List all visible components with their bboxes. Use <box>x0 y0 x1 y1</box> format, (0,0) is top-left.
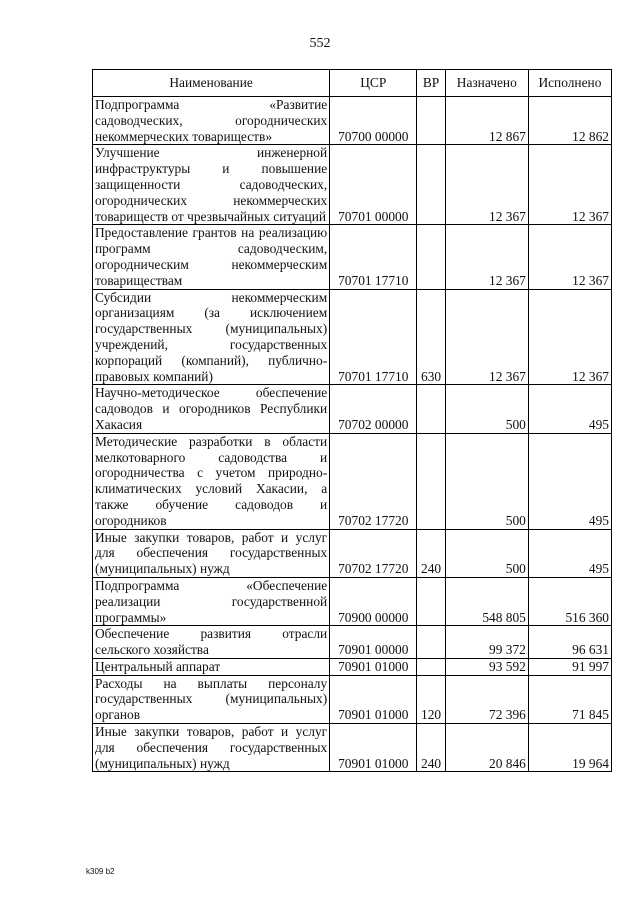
table-row <box>93 433 612 529</box>
cell-executed: 19 964 <box>528 724 611 772</box>
cell-planned: 548 805 <box>445 577 528 625</box>
table-header-row <box>93 70 612 97</box>
cell-name: Научно-методическое обеспечение садоводов и огородников Республики Хакасия <box>93 385 330 433</box>
cell-name: Методические разработки в области мелкотоварного садоводства и огородничества с учетом природно-климатических условий Хакасии, а также обучение садоводов и огородников <box>93 433 330 529</box>
cell-csr: 70701 17710 <box>330 289 417 385</box>
cell-vr: 120 <box>417 675 445 723</box>
cell-name: Центральный аппарат <box>93 658 330 675</box>
cell-planned: 12 367 <box>445 225 528 289</box>
cell-executed: 495 <box>528 433 611 529</box>
cell-name: Предоставление грантов на реализацию программ садоводческим, огородническим некоммерческим товариществам <box>93 225 330 289</box>
cell-csr: 70702 17720 <box>330 433 417 529</box>
cell-executed: 91 997 <box>528 658 611 675</box>
cell-planned: 500 <box>445 433 528 529</box>
cell-planned: 72 396 <box>445 675 528 723</box>
table-row <box>93 145 612 225</box>
table-row <box>93 626 612 659</box>
cell-csr: 70701 17710 <box>330 225 417 289</box>
table-row <box>93 577 612 625</box>
table-row <box>93 675 612 723</box>
cell-vr: 240 <box>417 724 445 772</box>
cell-csr: 70700 00000 <box>330 97 417 145</box>
cell-vr: 240 <box>417 529 445 577</box>
cell-vr <box>417 385 445 433</box>
cell-vr <box>417 433 445 529</box>
cell-vr <box>417 658 445 675</box>
cell-csr: 70901 01000 <box>330 724 417 772</box>
cell-vr <box>417 577 445 625</box>
cell-name: Подпрограмма «Развитие садоводческих, огороднических некоммерческих товариществ» <box>93 97 330 145</box>
cell-planned: 12 367 <box>445 289 528 385</box>
cell-csr: 70901 01000 <box>330 658 417 675</box>
footer-code: k309 b2 <box>86 867 115 876</box>
cell-vr <box>417 97 445 145</box>
cell-executed: 12 367 <box>528 225 611 289</box>
table-row <box>93 97 612 145</box>
cell-executed: 495 <box>528 385 611 433</box>
table-row <box>93 225 612 289</box>
header-executed: Исполнено <box>528 70 611 97</box>
table-row <box>93 289 612 385</box>
cell-planned: 12 867 <box>445 97 528 145</box>
cell-name: Улучшение инженерной инфраструктуры и повышение защищенности садоводческих, огороднических некоммерческих товариществ от чрезвычайных ситуаций <box>93 145 330 225</box>
cell-planned: 99 372 <box>445 626 528 659</box>
header-name: Наименование <box>93 70 330 97</box>
cell-executed: 12 367 <box>528 145 611 225</box>
cell-csr: 70901 01000 <box>330 675 417 723</box>
cell-csr: 70901 00000 <box>330 626 417 659</box>
cell-vr <box>417 626 445 659</box>
cell-executed: 12 862 <box>528 97 611 145</box>
cell-csr: 70702 00000 <box>330 385 417 433</box>
page-number: 552 <box>309 36 331 51</box>
header-csr: ЦСР <box>330 70 417 97</box>
cell-executed: 495 <box>528 529 611 577</box>
cell-planned: 12 367 <box>445 145 528 225</box>
cell-executed: 96 631 <box>528 626 611 659</box>
table-body <box>93 97 612 772</box>
header-vr: ВР <box>417 70 445 97</box>
cell-name: Иные закупки товаров, работ и услуг для обеспечения государственных (муниципальных) нужд <box>93 529 330 577</box>
cell-planned: 93 592 <box>445 658 528 675</box>
table-row <box>93 385 612 433</box>
cell-csr: 70702 17720 <box>330 529 417 577</box>
budget-table <box>92 69 612 772</box>
cell-name: Субсидии некоммерческим организациям (за исключением государственных (муниципальных) учреждений, государственных корпораций (компаний), публично-правовых компаний) <box>93 289 330 385</box>
cell-planned: 500 <box>445 529 528 577</box>
cell-name: Расходы на выплаты персоналу государственных (муниципальных) органов <box>93 675 330 723</box>
cell-planned: 20 846 <box>445 724 528 772</box>
cell-name: Обеспечение развития отрасли сельского хозяйства <box>93 626 330 659</box>
cell-name: Подпрограмма «Обеспечение реализации государственной программы» <box>93 577 330 625</box>
cell-executed: 12 367 <box>528 289 611 385</box>
cell-planned: 500 <box>445 385 528 433</box>
cell-executed: 516 360 <box>528 577 611 625</box>
cell-csr: 70701 00000 <box>330 145 417 225</box>
table-row <box>93 529 612 577</box>
header-planned: Назначено <box>445 70 528 97</box>
cell-vr <box>417 225 445 289</box>
cell-executed: 71 845 <box>528 675 611 723</box>
cell-vr: 630 <box>417 289 445 385</box>
cell-csr: 70900 00000 <box>330 577 417 625</box>
cell-vr <box>417 145 445 225</box>
table-row <box>93 724 612 772</box>
table-row <box>93 658 612 675</box>
cell-name: Иные закупки товаров, работ и услуг для обеспечения государственных (муниципальных) нужд <box>93 724 330 772</box>
